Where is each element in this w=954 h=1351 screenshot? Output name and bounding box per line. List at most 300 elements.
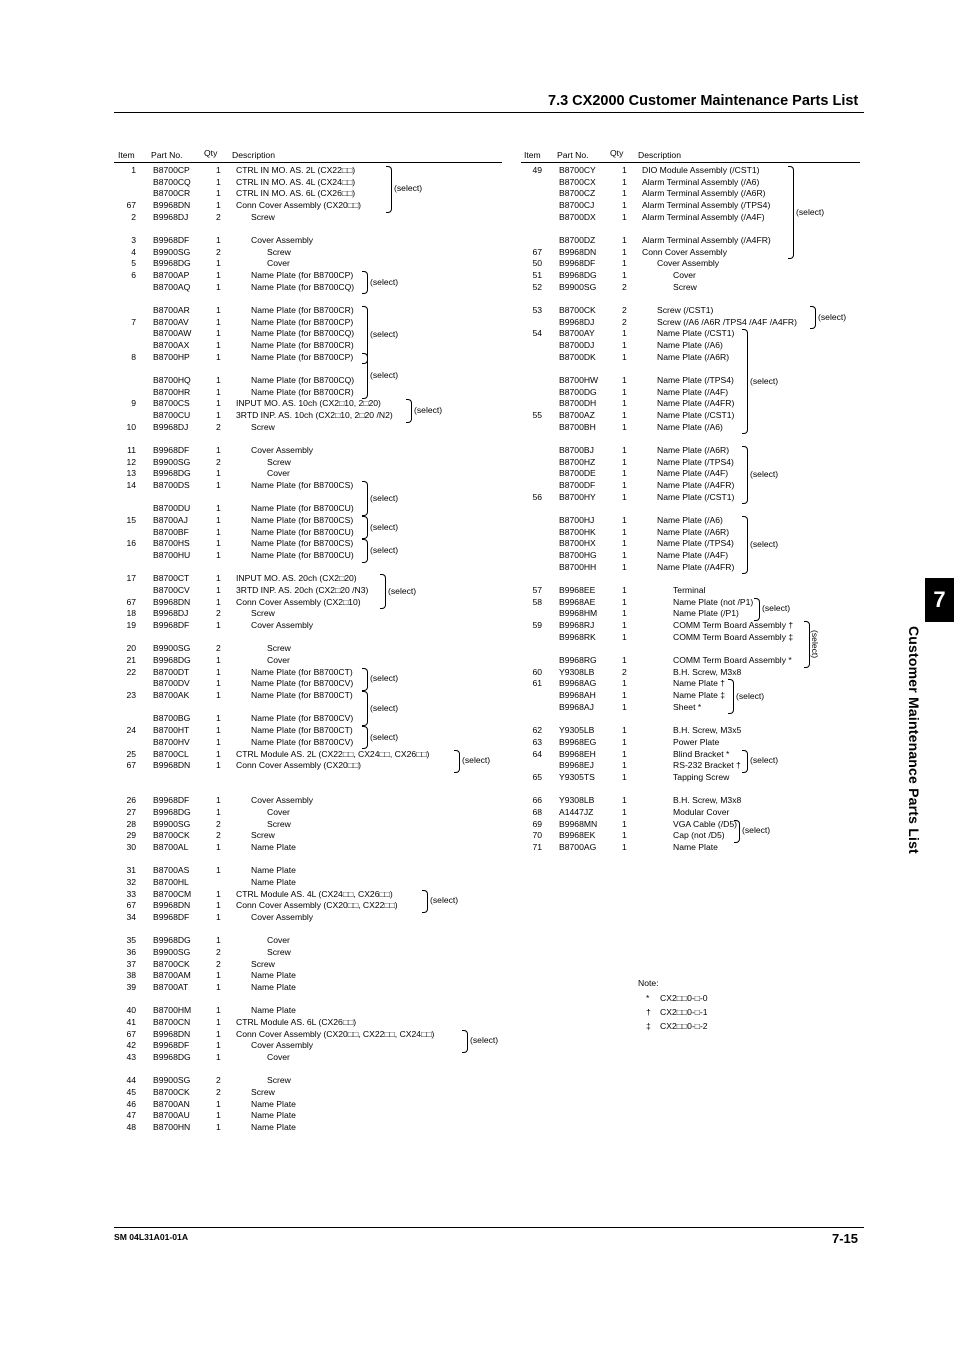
select-label: (select)	[818, 311, 847, 322]
select-label: (select)	[414, 405, 443, 416]
item-cell: 38	[126, 970, 136, 981]
qty-cell: 2	[216, 643, 221, 654]
description-cell: Alarm Terminal Assembly (/A6)	[642, 176, 760, 187]
select-label: (select)	[462, 755, 491, 766]
select-bracket	[362, 481, 368, 516]
part-number-cell: Y9308LB	[559, 666, 595, 677]
select-bracket	[362, 539, 368, 562]
description-cell: Cover Assembly	[251, 1040, 314, 1051]
description-cell: CTRL IN MO. AS. 2L (CX22□□)	[236, 165, 356, 175]
note-title: Note:	[638, 978, 659, 988]
select-label: (select)	[750, 755, 779, 766]
col-qty-left: Qty	[204, 148, 218, 158]
description-cell: Terminal	[673, 585, 706, 596]
description-cell: Conn Cover Assembly	[642, 246, 728, 257]
qty-cell: 1	[622, 491, 627, 502]
note-mark: †	[646, 1007, 651, 1017]
select-label: (select)	[370, 545, 399, 556]
description-cell: Name Plate	[251, 841, 296, 852]
qty-cell: 1	[216, 596, 221, 607]
part-number-cell: B9968DJ	[153, 421, 189, 432]
part-number-cell: B9900SG	[559, 281, 597, 292]
qty-cell: 1	[622, 538, 627, 549]
part-number-cell: B9968HM	[559, 608, 598, 619]
page-number: 7-15	[832, 1231, 859, 1246]
description-cell: CTRL IN MO. AS. 4L (CX24□□)	[236, 176, 356, 187]
select-label: (select)	[750, 539, 779, 550]
qty-cell: 1	[216, 340, 221, 351]
part-number-cell: B9968DG	[559, 270, 597, 281]
part-number-cell: B8700AM	[153, 970, 191, 981]
part-number-cell: B8700AX	[153, 340, 190, 351]
part-number-cell: Y9305LB	[559, 725, 595, 736]
qty-cell: 1	[216, 328, 221, 339]
part-number-cell: B8700HG	[559, 550, 597, 561]
part-number-cell: B8700AT	[153, 981, 189, 992]
part-number-cell: B9900SG	[153, 246, 191, 257]
select-bracket	[362, 668, 368, 691]
description-cell: Screw	[267, 818, 291, 829]
select-label: (select)	[750, 469, 779, 480]
qty-cell: 2	[622, 305, 627, 316]
qty-cell: 1	[216, 900, 221, 911]
part-number-cell: B8700HS	[153, 538, 190, 549]
description-cell: Name Plate	[251, 1098, 296, 1109]
description-cell: CTRL IN MO. AS. 6L (CX26□□)	[236, 188, 356, 199]
note-line	[646, 993, 708, 1005]
part-number-cell: B8700AL	[153, 841, 189, 852]
qty-cell: 1	[622, 375, 627, 386]
col-part-left: Part No.	[151, 150, 183, 160]
select-bracket	[454, 750, 460, 773]
part-number-cell: B9968DJ	[559, 316, 595, 327]
part-number-cell: B8700DH	[559, 398, 597, 409]
item-cell: 26	[126, 795, 136, 806]
item-cell: 64	[532, 748, 542, 759]
item-cell: 57	[532, 585, 542, 596]
qty-cell: 1	[216, 503, 221, 514]
qty-cell: 1	[216, 1005, 221, 1016]
item-cell: 1	[131, 165, 136, 175]
qty-cell: 1	[622, 620, 627, 631]
description-cell: Name Plate	[251, 1110, 296, 1121]
header-underline-left	[114, 162, 502, 163]
qty-cell: 2	[216, 1075, 221, 1086]
qty-cell: 2	[622, 666, 627, 677]
part-number-cell: B8700BG	[153, 713, 191, 724]
col-desc-left: Description	[232, 150, 275, 160]
qty-cell: 2	[622, 281, 627, 292]
part-number-cell: B8700DZ	[559, 235, 596, 246]
qty-cell: 1	[216, 258, 221, 269]
note-code: CX2□□0-□-2	[660, 1021, 708, 1031]
description-cell: B.H. Screw, M3x8	[673, 795, 742, 806]
description-cell: Cover	[673, 270, 696, 281]
qty-cell: 1	[216, 748, 221, 759]
part-number-cell: B9968AE	[559, 596, 596, 607]
qty-cell: 2	[216, 830, 221, 841]
item-cell: 5	[131, 258, 136, 269]
qty-cell: 1	[216, 538, 221, 549]
qty-cell: 1	[216, 351, 221, 362]
qty-cell: 1	[216, 176, 221, 187]
description-cell: Cover Assembly	[251, 620, 314, 631]
select-bracket	[742, 329, 748, 434]
description-cell: Name Plate (not /P1)	[673, 596, 754, 607]
part-number-cell: B9968DF	[153, 445, 190, 456]
description-cell: Name Plate	[251, 876, 296, 887]
qty-cell: 1	[622, 526, 627, 537]
select-bracket	[734, 820, 740, 843]
qty-cell: 1	[622, 818, 627, 829]
item-cell: 32	[126, 876, 136, 887]
part-number-cell: B9968DF	[559, 258, 596, 269]
qty-cell: 2	[216, 456, 221, 467]
qty-cell: 1	[622, 725, 627, 736]
item-cell: 71	[532, 841, 542, 852]
part-number-cell: B8700AV	[153, 316, 189, 327]
item-cell: 67	[126, 596, 136, 607]
description-cell: Tapping Screw	[673, 771, 730, 782]
item-cell: 53	[532, 305, 542, 316]
description-cell: Name Plate (for B8700CT)	[251, 666, 353, 677]
description-cell: Name Plate (for B8700CT)	[251, 725, 353, 736]
part-number-cell: B8700CK	[153, 958, 190, 969]
part-number-cell: B9968DN	[153, 900, 191, 911]
qty-cell: 2	[216, 246, 221, 257]
qty-cell: 1	[622, 386, 627, 397]
col-qty-right: Qty	[610, 148, 624, 158]
qty-cell: 1	[622, 235, 627, 246]
select-bracket	[406, 399, 412, 422]
item-cell: 67	[126, 760, 136, 771]
qty-cell: 1	[622, 211, 627, 222]
description-cell: Name Plate (for B8700CS)	[251, 480, 354, 491]
qty-cell: 1	[216, 188, 221, 199]
item-cell: 39	[126, 981, 136, 992]
item-cell: 44	[126, 1075, 136, 1086]
part-number-cell: B8700HY	[559, 491, 596, 502]
part-number-cell: B8700HM	[153, 1005, 192, 1016]
select-label: (select)	[388, 585, 417, 596]
item-cell: 13	[126, 468, 136, 479]
note-line	[646, 1021, 708, 1033]
item-cell: 28	[126, 818, 136, 829]
qty-cell: 1	[216, 806, 221, 817]
item-cell: 17	[126, 573, 136, 584]
qty-cell: 1	[622, 421, 627, 432]
part-number-cell: B8700CK	[559, 305, 596, 316]
part-number-cell: B8700AJ	[153, 515, 188, 526]
description-cell: Modular Cover	[673, 806, 730, 817]
qty-cell: 1	[622, 176, 627, 187]
qty-cell: 1	[622, 270, 627, 281]
part-number-cell: B8700DU	[153, 503, 191, 514]
select-label: (select)	[370, 329, 399, 340]
qty-cell: 1	[216, 935, 221, 946]
qty-cell: 1	[216, 550, 221, 561]
part-number-cell: B8700AQ	[153, 281, 191, 292]
part-number-cell: B8700HU	[153, 550, 191, 561]
part-number-cell: B9968EG	[559, 736, 597, 747]
description-cell: Name Plate (/A4F)	[657, 468, 729, 479]
qty-cell: 1	[622, 188, 627, 199]
description-cell: Screw (/CST1)	[657, 305, 714, 316]
item-cell: 52	[532, 281, 542, 292]
description-cell: Name Plate (/A6R)	[657, 526, 730, 537]
qty-cell: 1	[622, 806, 627, 817]
qty-cell: 1	[216, 316, 221, 327]
description-cell: Cover	[267, 806, 290, 817]
item-cell: 37	[126, 958, 136, 969]
description-cell: VGA Cable (/D5)	[673, 818, 737, 829]
description-cell: Conn Cover Assembly (CX20□□, CX22□□)	[236, 900, 398, 911]
select-bracket	[742, 446, 748, 504]
description-cell: Screw	[251, 958, 275, 969]
part-number-cell: B8700HN	[153, 1121, 191, 1132]
select-bracket	[742, 516, 748, 574]
description-cell: Name Plate (/P1)	[673, 608, 739, 619]
qty-cell: 1	[216, 760, 221, 771]
note-code: CX2□□0-□-0	[660, 993, 708, 1003]
part-number-cell: B8700CP	[153, 165, 190, 175]
part-number-cell: B8700CL	[153, 748, 189, 759]
select-bracket	[362, 516, 368, 539]
qty-cell: 1	[622, 760, 627, 771]
select-bracket	[742, 750, 748, 773]
item-cell: 27	[126, 806, 136, 817]
col-item-left: Item	[118, 150, 135, 160]
part-number-cell: B9968DF	[153, 620, 190, 631]
description-cell: Screw	[267, 456, 291, 467]
description-cell: Name Plate (for B8700CP)	[251, 351, 354, 362]
part-number-cell: B8700HT	[153, 725, 190, 736]
description-cell: Name Plate	[673, 841, 718, 852]
description-cell: Alarm Terminal Assembly (/A4FR)	[642, 235, 771, 246]
part-number-cell: B8700CU	[153, 410, 191, 421]
part-number-cell: B8700HX	[559, 538, 596, 549]
item-cell: 19	[126, 620, 136, 631]
item-cell: 4	[131, 246, 136, 257]
item-cell: 59	[532, 620, 542, 631]
item-cell: 2	[131, 211, 136, 222]
description-cell: Screw	[251, 211, 275, 222]
qty-cell: 1	[622, 585, 627, 596]
item-cell: 58	[532, 596, 542, 607]
select-bracket	[788, 166, 794, 259]
description-cell: Name Plate (/A6)	[657, 421, 723, 432]
item-cell: 23	[126, 690, 136, 701]
select-label: (select)	[742, 825, 771, 836]
description-cell: Name Plate (for B8700CQ)	[251, 281, 355, 292]
part-number-cell: B8700HL	[153, 876, 189, 887]
item-cell: 67	[126, 200, 136, 210]
part-number-cell: Y9308LB	[559, 795, 595, 806]
item-cell: 40	[126, 1005, 136, 1016]
part-number-cell: B9968EJ	[559, 760, 594, 771]
item-cell: 50	[532, 258, 542, 269]
section-header: 7.3 CX2000 Customer Maintenance Parts List	[548, 93, 859, 109]
part-number-cell: B8700AP	[153, 270, 190, 281]
item-cell: 8	[131, 351, 136, 362]
description-cell: Alarm Terminal Assembly (/A4F)	[642, 211, 765, 222]
description-cell: CTRL Module AS. 2L (CX22□□, CX24□□, CX26□□)	[236, 748, 430, 759]
qty-cell: 1	[216, 445, 221, 456]
qty-cell: 1	[216, 515, 221, 526]
part-number-cell: B8700DG	[559, 386, 597, 397]
item-cell: 45	[126, 1086, 136, 1097]
item-cell: 10	[126, 421, 136, 432]
item-cell: 48	[126, 1121, 136, 1132]
qty-cell: 2	[216, 1086, 221, 1097]
part-number-cell: B8700HH	[559, 561, 597, 572]
description-cell: Cover Assembly	[251, 795, 314, 806]
description-cell: Name Plate (for B8700CV)	[251, 678, 354, 689]
item-cell: 35	[126, 935, 136, 946]
qty-cell: 2	[216, 946, 221, 957]
qty-cell: 1	[216, 165, 221, 175]
item-cell: 65	[532, 771, 542, 782]
item-cell: 34	[126, 911, 136, 922]
description-cell: Screw (/A6 /A6R /TPS4 /A4F /A4FR)	[657, 316, 797, 327]
description-cell: Cover	[267, 655, 290, 666]
description-cell: Name Plate (/CST1)	[657, 410, 735, 421]
qty-cell: 1	[216, 1051, 221, 1062]
part-number-cell: B8700AG	[559, 841, 597, 852]
qty-cell: 1	[622, 678, 627, 689]
description-cell: Name Plate (for B8700CR)	[251, 340, 354, 351]
description-cell: Cover	[267, 1051, 290, 1062]
description-cell: Cap (not /D5)	[673, 830, 725, 841]
part-number-cell: B8700DX	[559, 211, 596, 222]
part-number-cell: B8700CY	[559, 165, 596, 175]
item-cell: 51	[532, 270, 542, 281]
description-cell: Cover Assembly	[251, 911, 314, 922]
description-cell: Screw	[251, 608, 275, 619]
description-cell: Name Plate (for B8700CQ)	[251, 328, 355, 339]
part-number-cell: B8700HJ	[559, 515, 595, 526]
qty-cell: 2	[216, 958, 221, 969]
description-cell: Name Plate (for B8700CQ)	[251, 375, 355, 386]
qty-cell: 1	[216, 736, 221, 747]
qty-cell: 1	[216, 841, 221, 852]
chapter-side-label: Customer Maintenance Parts List	[906, 626, 922, 854]
description-cell: Name Plate (for B8700CS)	[251, 515, 354, 526]
item-cell: 55	[532, 410, 542, 421]
description-cell: Name Plate (/A4F)	[657, 386, 729, 397]
part-number-cell: B9968MN	[559, 818, 598, 829]
description-cell: Name Plate (for B8700CP)	[251, 270, 354, 281]
part-number-cell: B9900SG	[153, 946, 191, 957]
part-number-cell: B8700DJ	[559, 340, 595, 351]
part-number-cell: B8700HR	[153, 386, 191, 397]
item-cell: 9	[131, 398, 136, 409]
part-number-cell: B9968DJ	[153, 211, 189, 222]
note-line	[646, 1007, 708, 1019]
select-label: (select)	[370, 731, 399, 742]
description-cell: 3RTD INP. AS. 20ch (CX2□20 /N3)	[236, 585, 369, 596]
part-number-cell: B8700BJ	[559, 445, 594, 456]
description-cell: Name Plate (/TPS4)	[657, 456, 734, 467]
item-cell: 63	[532, 736, 542, 747]
select-label: (select)	[370, 702, 399, 713]
vertical-select-label: (select)	[810, 630, 820, 659]
qty-cell: 1	[622, 596, 627, 607]
qty-cell: 1	[216, 725, 221, 736]
item-cell: 41	[126, 1016, 136, 1027]
part-number-cell: B8700DE	[559, 468, 596, 479]
part-number-cell: B9968RG	[559, 655, 597, 666]
description-cell: Name Plate ‡	[673, 690, 726, 701]
qty-cell: 1	[622, 830, 627, 841]
description-cell: Screw	[267, 246, 291, 257]
item-cell: 21	[126, 655, 136, 666]
item-cell: 70	[532, 830, 542, 841]
description-cell: DIO Module Assembly (/CST1)	[642, 165, 760, 175]
item-cell: 68	[532, 806, 542, 817]
description-cell: Name Plate (/TPS4)	[657, 375, 734, 386]
qty-cell: 1	[622, 608, 627, 619]
description-cell: Name Plate (for B8700CU)	[251, 526, 354, 537]
part-number-cell: B9968DF	[153, 911, 190, 922]
description-cell: Cover	[267, 935, 290, 946]
part-number-cell: B8700HK	[559, 526, 596, 537]
chapter-tab: 7	[925, 578, 954, 622]
qty-cell: 1	[216, 655, 221, 666]
select-label: (select)	[796, 206, 825, 217]
item-cell: 54	[532, 328, 542, 339]
description-cell: RS-232 Bracket †	[673, 760, 741, 771]
part-number-cell: B9968DN	[153, 760, 191, 771]
qty-cell: 1	[622, 165, 627, 175]
part-number-cell: B8700CK	[153, 1086, 190, 1097]
select-label: (select)	[394, 183, 423, 194]
part-number-cell: B9968DJ	[153, 608, 189, 619]
qty-cell: 1	[216, 281, 221, 292]
description-cell: Name Plate (for B8700CV)	[251, 713, 354, 724]
item-cell: 42	[126, 1040, 136, 1051]
item-cell: 67	[532, 246, 542, 257]
item-cell: 47	[126, 1110, 136, 1121]
description-cell: Cover Assembly	[251, 235, 314, 246]
description-cell: Name Plate †	[673, 678, 726, 689]
qty-cell: 1	[622, 631, 627, 642]
item-cell: 22	[126, 666, 136, 677]
item-cell: 31	[126, 865, 136, 876]
qty-cell: 1	[216, 398, 221, 409]
item-cell: 67	[126, 900, 136, 911]
qty-cell: 1	[622, 445, 627, 456]
qty-cell: 2	[216, 608, 221, 619]
description-cell: Name Plate (/A4FR)	[657, 561, 735, 572]
doc-id: SM 04L31A01-01A	[114, 1232, 189, 1242]
part-number-cell: B9968DF	[153, 235, 190, 246]
item-cell: 29	[126, 830, 136, 841]
description-cell: Name Plate	[251, 981, 296, 992]
part-number-cell: B9968DG	[153, 655, 191, 666]
header-underline-right	[521, 162, 860, 163]
qty-cell: 1	[622, 340, 627, 351]
part-number-cell: B8700DV	[153, 678, 190, 689]
description-cell: Name Plate (/A4FR)	[657, 398, 735, 409]
description-cell: Cover	[267, 258, 290, 269]
description-cell: Name Plate (for B8700CT)	[251, 690, 353, 701]
part-number-cell: B8700CZ	[559, 188, 596, 199]
item-cell: 46	[126, 1098, 136, 1109]
qty-cell: 1	[216, 981, 221, 992]
description-cell: Name Plate (for B8700CR)	[251, 305, 354, 316]
description-cell: Name Plate (for B8700CP)	[251, 316, 354, 327]
